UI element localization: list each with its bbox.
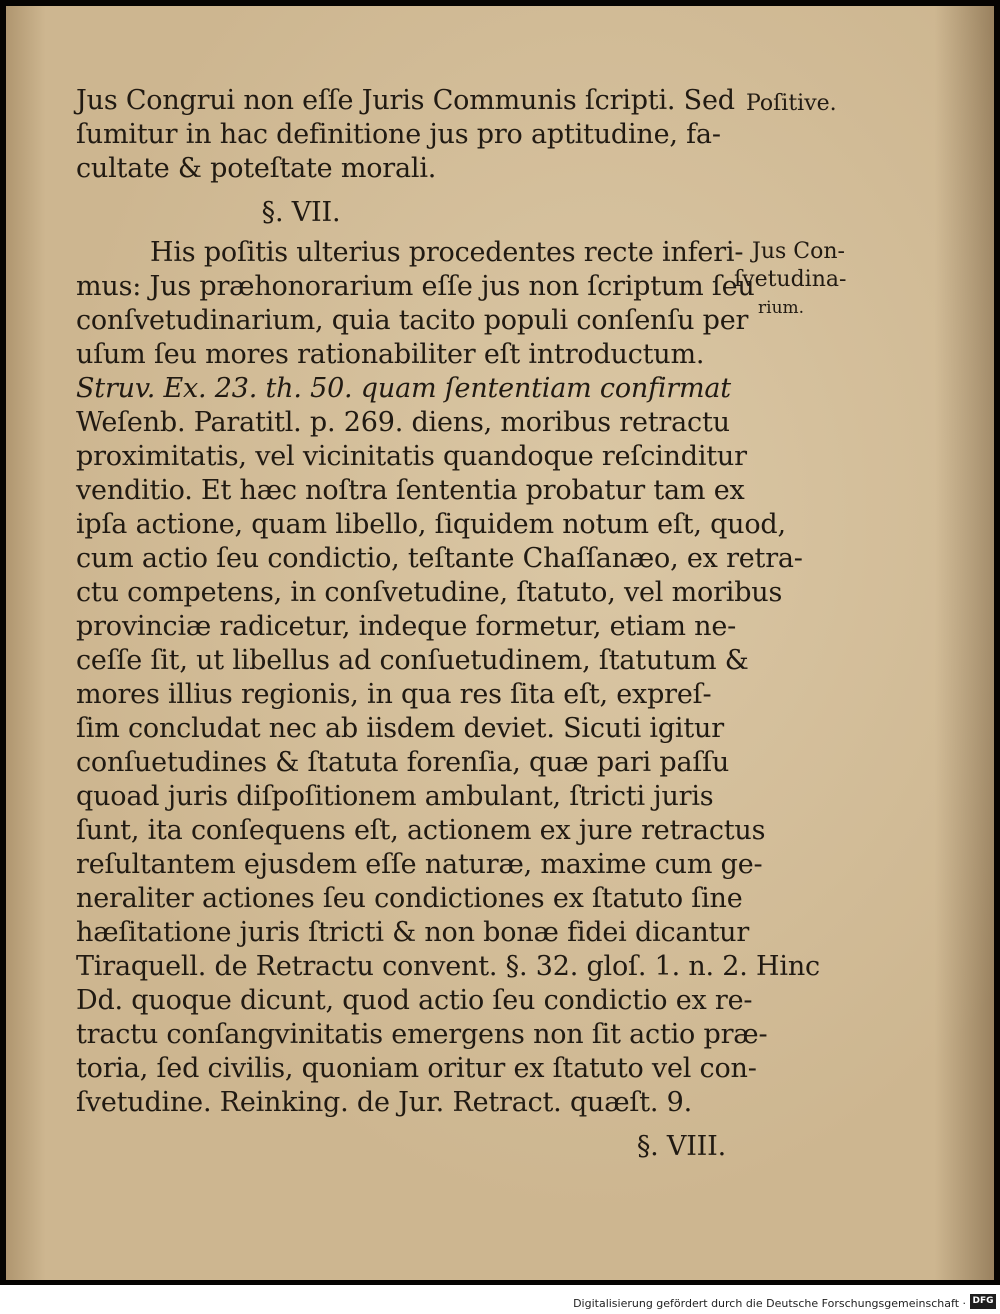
text-line: conſuetudines & ſtatuta forenſia, quæ pari paſſu	[76, 747, 730, 778]
text-line: Dd. quoque dicunt, quod actio ſeu condictio ex re-	[76, 985, 753, 1016]
text-line: ſvetudine. Reinking. de Jur. Retract. quæſt. 9.	[76, 1087, 692, 1118]
text-line: Tiraquell. de Retractu convent. §. 32. gloſ. 1. n. 2. Hinc	[76, 951, 820, 982]
section-heading: §. VII.	[261, 197, 341, 228]
text-line: quoad juris diſpoſitionem ambulant, ſtricti juris	[76, 781, 714, 812]
text-line: toria, ſed civilis, quoniam oritur ex ſtatuto vel con-	[76, 1053, 757, 1084]
margin-note-positive: Poſitive.	[746, 91, 837, 116]
text-line: mus: Jus præhonorarium eſſe jus non ſcriptum ſeu	[76, 271, 755, 302]
text-line: ſim concludat nec ab iisdem deviet. Sicuti igitur	[76, 713, 724, 744]
text-line: conſvetudinarium, quia tacito populi conſenſu per	[76, 305, 749, 336]
text-line: mores illius regionis, in qua res ſita eſt, expreſ-	[76, 679, 712, 710]
text-line: tractu conſangvinitatis emergens non ſit actio præ-	[76, 1019, 768, 1050]
text-line: uſum ſeu mores rationabiliter eſt introductum.	[76, 339, 705, 370]
catchword-section-heading: §. VIII.	[636, 1131, 726, 1162]
text-line: ceſſe ſit, ut libellus ad conſuetudinem, ſtatutum &	[76, 645, 749, 676]
text-line: Jus Congrui non eſſe Juris Communis ſcripti. Sed	[76, 85, 735, 116]
text-line: venditio. Et hæc noſtra ſententia probatur tam ex	[76, 475, 745, 506]
text-line: proximitatis, vel vicinitatis quandoque reſcinditur	[76, 441, 747, 472]
text-line: cultate & poteſtate morali.	[76, 153, 437, 184]
margin-note-jus-con: Jus Con-	[752, 239, 845, 264]
margin-note-svetudina: ſvetudina-	[734, 267, 847, 292]
text-line: hæſitatione juris ſtricti & non bonæ fidei dicantur	[76, 917, 750, 948]
dfg-logo: DFG	[970, 1294, 996, 1309]
text-line: reſultantem ejusdem eſſe naturæ, maxime cum ge-	[76, 849, 763, 880]
digitization-credit: Digitalisierung gefördert durch die Deutsche Forschungsgemeinschaft ·	[573, 1297, 966, 1310]
text-line: provinciæ radicetur, indeque formetur, etiam ne-	[76, 611, 737, 642]
text-line: ſunt, ita conſequens eſt, actionem ex jure retractus	[76, 815, 766, 846]
text-line: neraliter actiones ſeu condictiones ex ſtatuto ſine	[76, 883, 743, 914]
text-line: Weſenb. Paratitl. p. 269. diens, moribus retractu	[76, 407, 730, 438]
text-line: ſumitur in hac definitione jus pro aptitudine, fa-	[76, 119, 721, 150]
text-line: ctu competens, in conſvetudine, ſtatuto, vel moribus	[76, 577, 783, 608]
text-line: Struv. Ex. 23. th. 50. quam ſententiam confirmat	[76, 373, 731, 404]
text-line: cum actio ſeu condictio, teſtante Chaſſanæo, ex retra-	[76, 543, 803, 574]
text-line: His poſitis ulterius procedentes recte inferi-	[150, 237, 744, 268]
book-page	[6, 6, 994, 1280]
text-line: ipſa actione, quam libello, ſiquidem notum eſt, quod,	[76, 509, 786, 540]
margin-note-rium: rium.	[758, 298, 805, 318]
